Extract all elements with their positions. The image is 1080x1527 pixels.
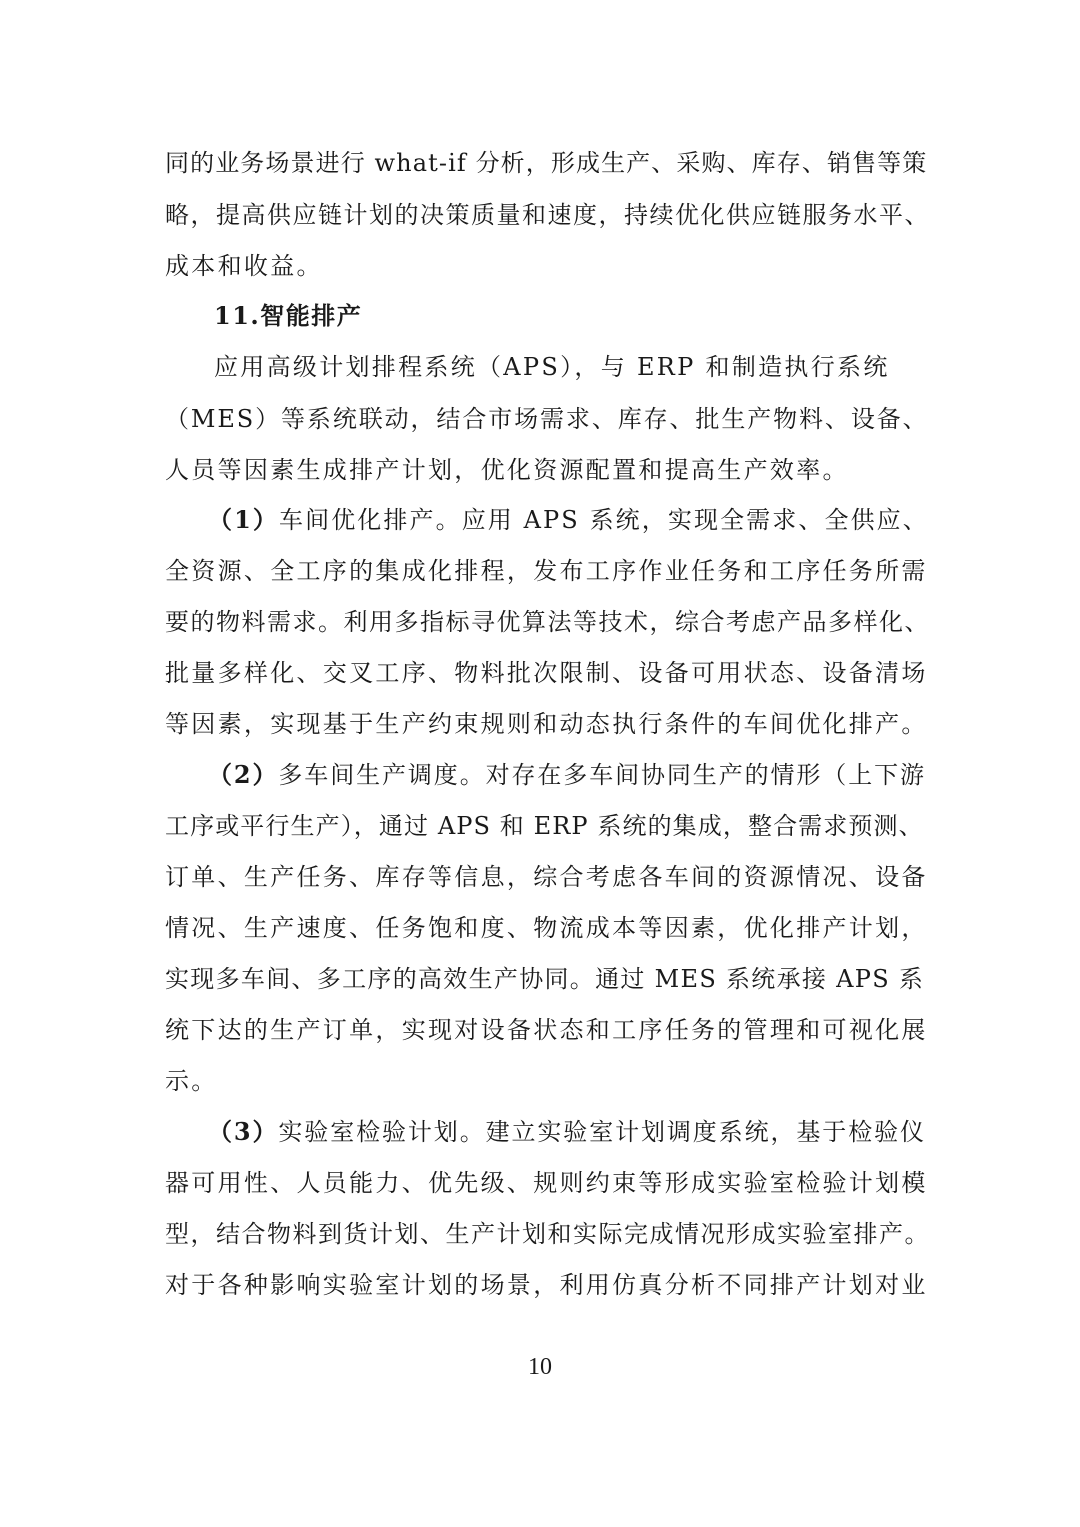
overview-line-3: 人员等因素生成排产计划，优化资源配置和提高生产效率。 xyxy=(165,456,849,484)
intro-line-3: 成本和收益。 xyxy=(165,252,323,280)
item1-first-line xyxy=(208,505,929,535)
section-heading: 11.智能排产 xyxy=(214,301,363,330)
item2-line-7: 示。 xyxy=(165,1067,218,1095)
item1-line-4: 批量多样化、交叉工序、物料批次限制、设备可用状态、设备清场 xyxy=(165,659,928,687)
item3-label: （3） xyxy=(208,1117,279,1146)
item2-line-5: 实现多车间、多工序的高效生产协同。通过 MES 系统承接 APS 系 xyxy=(165,965,925,993)
item3-first-line xyxy=(208,1117,926,1147)
item1-line-5: 等因素，实现基于生产约束规则和动态执行条件的车间优化排产。 xyxy=(165,710,928,738)
item2-line-6: 统下达的生产订单，实现对设备状态和工序任务的管理和可视化展 xyxy=(165,1016,928,1044)
item3-line-3: 型，结合物料到货计划、生产计划和实际完成情况形成实验室排产。 xyxy=(165,1220,930,1248)
overview-line-1: 应用高级计划排程系统（APS），与 ERP 和制造执行系统 xyxy=(214,353,890,381)
item1-line-3: 要的物料需求。利用多指标寻优算法等技术，综合考虑产品多样化、 xyxy=(165,608,930,636)
item2-label: （2） xyxy=(208,760,279,789)
item2-line-3: 订单、生产任务、库存等信息，综合考虑各车间的资源情况、设备 xyxy=(165,863,928,891)
item3-first-line-text: 实验室检验计划。建立实验室计划调度系统，基于检验仪 xyxy=(278,1118,926,1146)
item2-first-line xyxy=(208,760,926,790)
intro-line-2: 略，提高供应链计划的决策质量和速度，持续优化供应链服务水平、 xyxy=(165,201,930,229)
overview-line-2: （MES）等系统联动，结合市场需求、库存、批生产物料、设备、 xyxy=(165,405,929,433)
item2-line-4: 情况、生产速度、任务饱和度、物流成本等因素，优化排产计划， xyxy=(165,914,928,942)
page-number: 10 xyxy=(528,1354,552,1380)
item2-first-line-text: 多车间生产调度。对存在多车间协同生产的情形（上下游 xyxy=(278,761,926,789)
item2-line-2: 工序或平行生产），通过 APS 和 ERP 系统的集成，整合需求预测、 xyxy=(165,812,924,840)
item3-line-2: 器可用性、人员能力、优先级、规则约束等形成实验室检验计划模 xyxy=(165,1169,928,1197)
item1-label: （1） xyxy=(208,505,279,534)
intro-line-1: 同的业务场景进行 what-if 分析，形成生产、采购、库存、销售等策 xyxy=(165,149,928,177)
item3-line-4: 对于各种影响实验室计划的场景，利用仿真分析不同排产计划对业 xyxy=(165,1271,928,1299)
item1-first-line-text: 车间优化排产。应用 APS 系统，实现全需求、全供应、 xyxy=(279,506,929,534)
item1-line-2: 全资源、全工序的集成化排程，发布工序作业任务和工序任务所需 xyxy=(165,557,928,585)
